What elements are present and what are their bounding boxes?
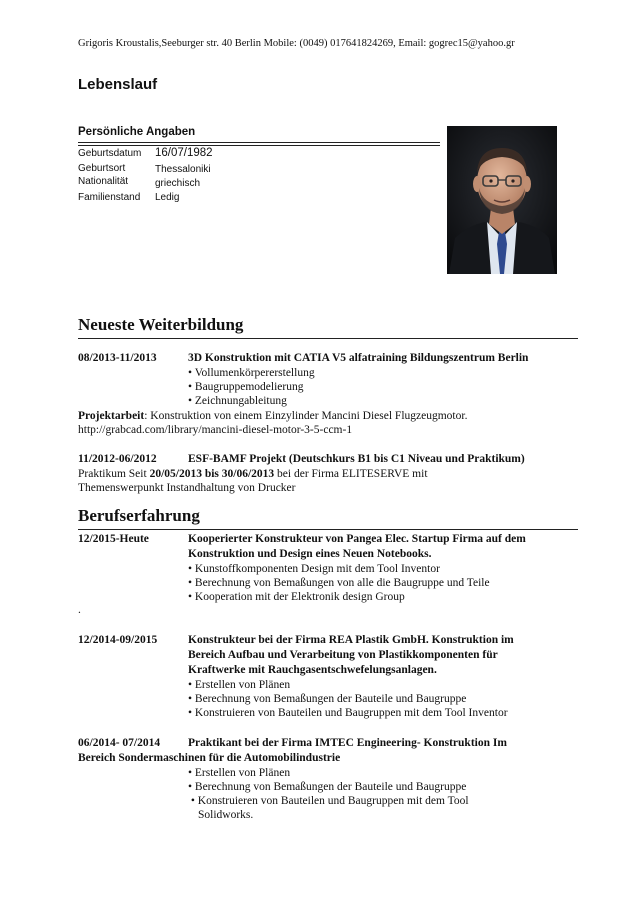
training1-title: 3D Konstruktion mit CATIA V5 alfatraining Bildungszentrum Berlin xyxy=(188,352,529,364)
list-item: • Zeichnungableitung xyxy=(188,395,287,407)
job1-title-cont: Konstruktion und Design eines Neuen Notebooks. xyxy=(188,548,432,560)
personal-heading: Persönliche Angaben xyxy=(78,126,196,138)
birthdate-value: 16/07/1982 xyxy=(155,147,213,159)
job3-title-cont: Bereich Sondermaschinen für die Automobilindustrie xyxy=(78,752,341,764)
divider xyxy=(78,142,440,143)
internship-text: Praktikum Seit xyxy=(78,468,150,480)
project-line xyxy=(78,409,467,423)
project-url: http://grabcad.com/library/mancini-diesel-motor-3-5-ccm-1 xyxy=(78,424,353,436)
project-label: Projektarbeit xyxy=(78,410,145,422)
internship-topic: Themenswerpunkt Instandhaltung von Drucker xyxy=(78,482,296,494)
training2-date: 11/2012-06/2012 xyxy=(78,453,157,465)
list-item: • Berechnung von Bemaßungen der Bauteile und Baugruppe xyxy=(188,781,467,793)
stray-dot: . xyxy=(78,604,81,616)
contact-line: Grigoris Kroustalis,Seeburger str. 40 Berlin Mobile: (0049) 017641824269, Email: gogrec15@yahoo.gr xyxy=(78,38,515,49)
training-heading: Neueste Weiterbildung xyxy=(78,315,244,334)
internship-line xyxy=(78,467,428,481)
job1-date: 12/2015-Heute xyxy=(78,533,149,545)
divider xyxy=(78,529,578,530)
marital-label: Familienstand xyxy=(78,192,141,203)
portrait-photo xyxy=(447,126,557,274)
document-title: Lebenslauf xyxy=(78,76,158,93)
list-item: • Konstruieren von Bauteilen und Baugruppen mit dem Tool xyxy=(188,795,469,807)
job3-date: 06/2014- 07/2014 xyxy=(78,737,161,749)
training1-date: 08/2013-11/2013 xyxy=(78,352,157,364)
job3-title: Praktikant bei der Firma IMTEC Engineering- Konstruktion Im xyxy=(188,737,507,749)
list-item: • Vollumenkörpererstellung xyxy=(188,367,315,379)
project-text: : Konstruktion von einem Einzylinder Mancini Diesel Flugzeugmotor. xyxy=(144,410,468,422)
internship-dates: 20/05/2013 bis 30/06/2013 xyxy=(149,468,275,480)
birthdate-label: Geburtsdatum xyxy=(78,148,142,159)
list-item: • Berechnung von Bemaßungen von alle die Baugruppe und Teile xyxy=(188,577,490,589)
nationality-value: griechisch xyxy=(155,178,201,189)
birthplace-label: Geburtsort xyxy=(78,163,126,174)
list-item: • Berechnung von Bemaßungen der Bauteile und Baugruppe xyxy=(188,693,467,705)
list-item: • Konstruieren von Bauteilen und Baugruppen mit dem Tool Inventor xyxy=(188,707,508,719)
job2-title: Konstrukteur bei der Firma REA Plastik GmbH. Konstruktion im xyxy=(188,634,514,646)
experience-heading: Berufserfahrung xyxy=(78,506,200,525)
job2-title-cont: Bereich Aufbau und Verarbeitung von Plastikkomponenten für xyxy=(188,649,498,661)
marital-value: Ledig xyxy=(155,192,180,203)
divider xyxy=(78,145,440,146)
job2-date: 12/2014-09/2015 xyxy=(78,634,158,646)
list-item: • Erstellen von Plänen xyxy=(188,767,291,779)
divider xyxy=(78,338,578,339)
job1-title: Kooperierter Konstrukteur von Pangea Elec. Startup Firma auf dem xyxy=(188,533,526,545)
list-item: • Erstellen von Plänen xyxy=(188,679,291,691)
birthplace-value: Thessaloniki xyxy=(155,164,211,175)
list-item: • Kooperation mit der Elektronik design Group xyxy=(188,591,405,603)
training2-title: ESF-BAMF Projekt (Deutschkurs B1 bis C1 Niveau und Praktikum) xyxy=(188,453,525,465)
list-item: • Baugruppemodelierung xyxy=(188,381,304,393)
job2-title-cont: Kraftwerke mit Rauchgasentschwefelungsanlagen. xyxy=(188,664,437,676)
list-item: • Kunstoffkomponenten Design mit dem Tool Inventor xyxy=(188,563,440,575)
internship-company: bei der Firma ELITESERVE mit xyxy=(274,468,428,480)
list-item-cont: Solidworks. xyxy=(198,809,254,821)
nationality-label: Nationalität xyxy=(78,176,129,187)
